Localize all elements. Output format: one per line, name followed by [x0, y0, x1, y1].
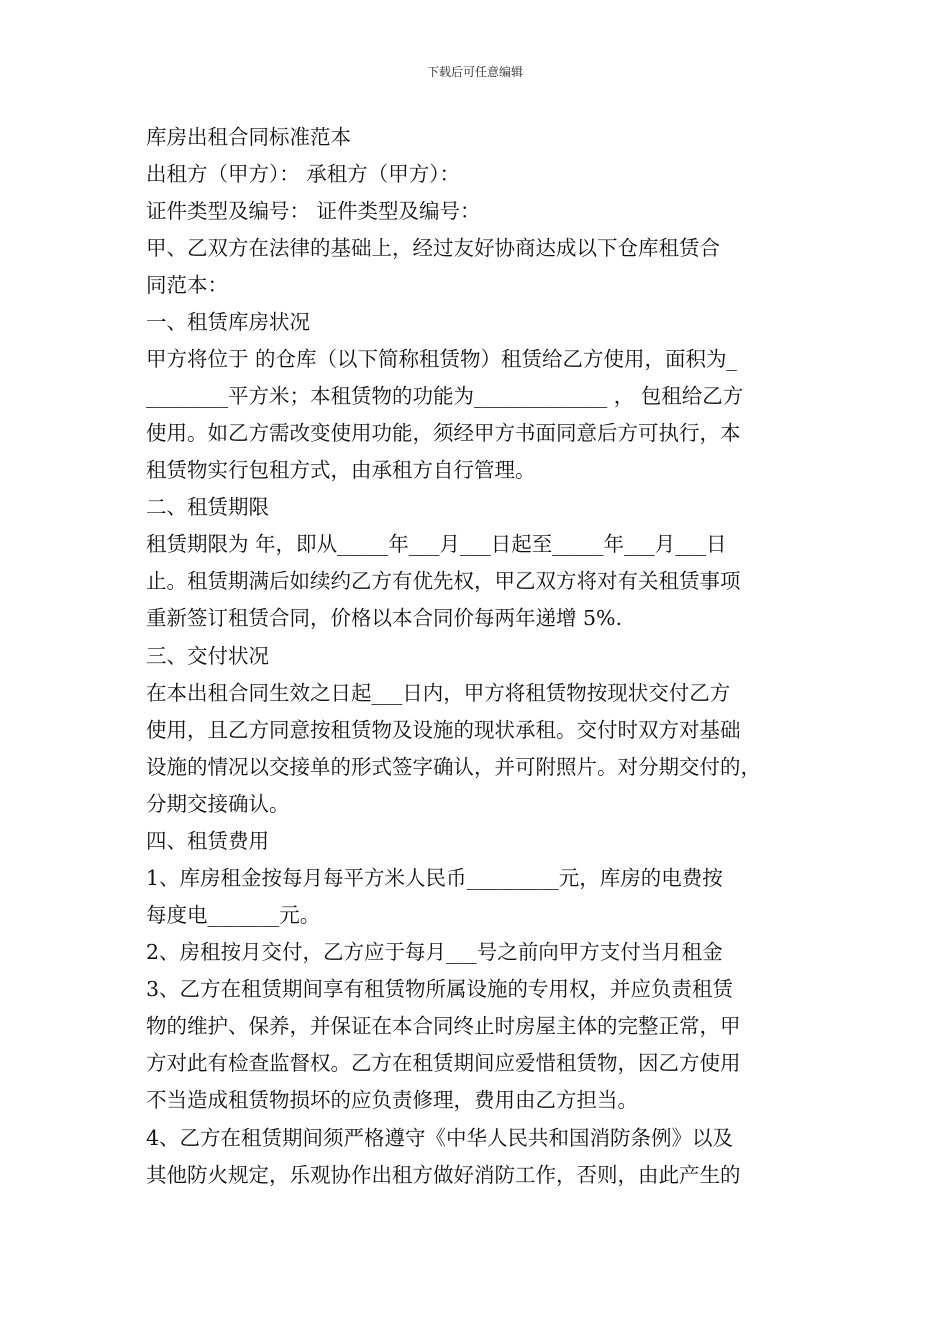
text-line: 出租方（甲方）： 承租方（甲方）： [146, 162, 461, 186]
text-line: 使用。如乙方需改变使用功能，须经甲方书面同意后方可执行，本 [146, 421, 741, 445]
section-heading: 三、交付状况 [146, 644, 269, 668]
section-heading: 一、租赁库房状况 [146, 310, 310, 334]
text-line: 止。租赁期满后如续约乙方有优先权，甲乙双方将对有关租赁事项 [146, 569, 741, 593]
text-line: 证件类型及编号： 证件类型及编号： [146, 199, 481, 223]
text-line: ________平方米；本租赁物的功能为_____________ ， 包租给乙方 [146, 384, 744, 408]
text-line: 方对此有检查监督权。乙方在租赁期间应爱惜租赁物，因乙方使用 [146, 1051, 741, 1075]
text-line: 设施的情况以交接单的形式签字确认，并可附照片。对分期交付的， [146, 755, 761, 779]
text-line: 租赁期限为 年，即从_____年___月___日起至_____年___月___日 [146, 532, 727, 556]
text-line: 甲、乙双方在法律的基础上，经过友好协商达成以下仓库租赁合 [146, 236, 720, 260]
text-line: 租赁物实行包租方式，由承租方自行管理。 [146, 458, 536, 482]
text-line: 物的维护、保养，并保证在本合同终止时房屋主体的完整正常，甲 [146, 1014, 741, 1038]
section-heading: 二、租赁期限 [146, 495, 269, 519]
section-heading: 四、租赁费用 [146, 829, 269, 853]
text-line: 甲方将位于 的仓库（以下简称租赁物）租赁给乙方使用，面积为_ [146, 347, 737, 371]
text-line: 在本出租合同生效之日起___日内，甲方将租赁物按现状交付乙方 [146, 681, 731, 705]
text-line: 使用，且乙方同意按租赁物及设施的现状承租。交付时双方对基础 [146, 718, 741, 742]
text-line: 4、乙方在租赁期间须严格遵守《中华人民共和国消防条例》以及 [146, 1126, 734, 1150]
text-line: 分期交接确认。 [146, 792, 290, 816]
text-line: 每度电_______元。 [146, 903, 321, 927]
text-line: 同范本： [146, 273, 228, 297]
page-header-note: 下载后可任意编辑 [426, 65, 523, 79]
text-line: 1、库房租金按每月每平方米人民币_________元，库房的电费按 [146, 866, 723, 890]
text-line: 3、乙方在租赁期间享有租赁物所属设施的专用权，并应负责租赁 [146, 977, 734, 1001]
document-title: 库房出租合同标准范本 [146, 125, 351, 149]
text-line: 不当造成租赁物损坏的应负责修理，费用由乙方担当。 [146, 1088, 638, 1112]
text-line: 重新签订租赁合同，价格以本合同价每两年递增 5%. [146, 606, 623, 630]
text-line: 2、房租按月交付，乙方应于每月___号之前向甲方支付当月租金 [146, 940, 723, 964]
text-line: 其他防火规定，乐观协作出租方做好消防工作，否则，由此产生的 [146, 1163, 741, 1187]
